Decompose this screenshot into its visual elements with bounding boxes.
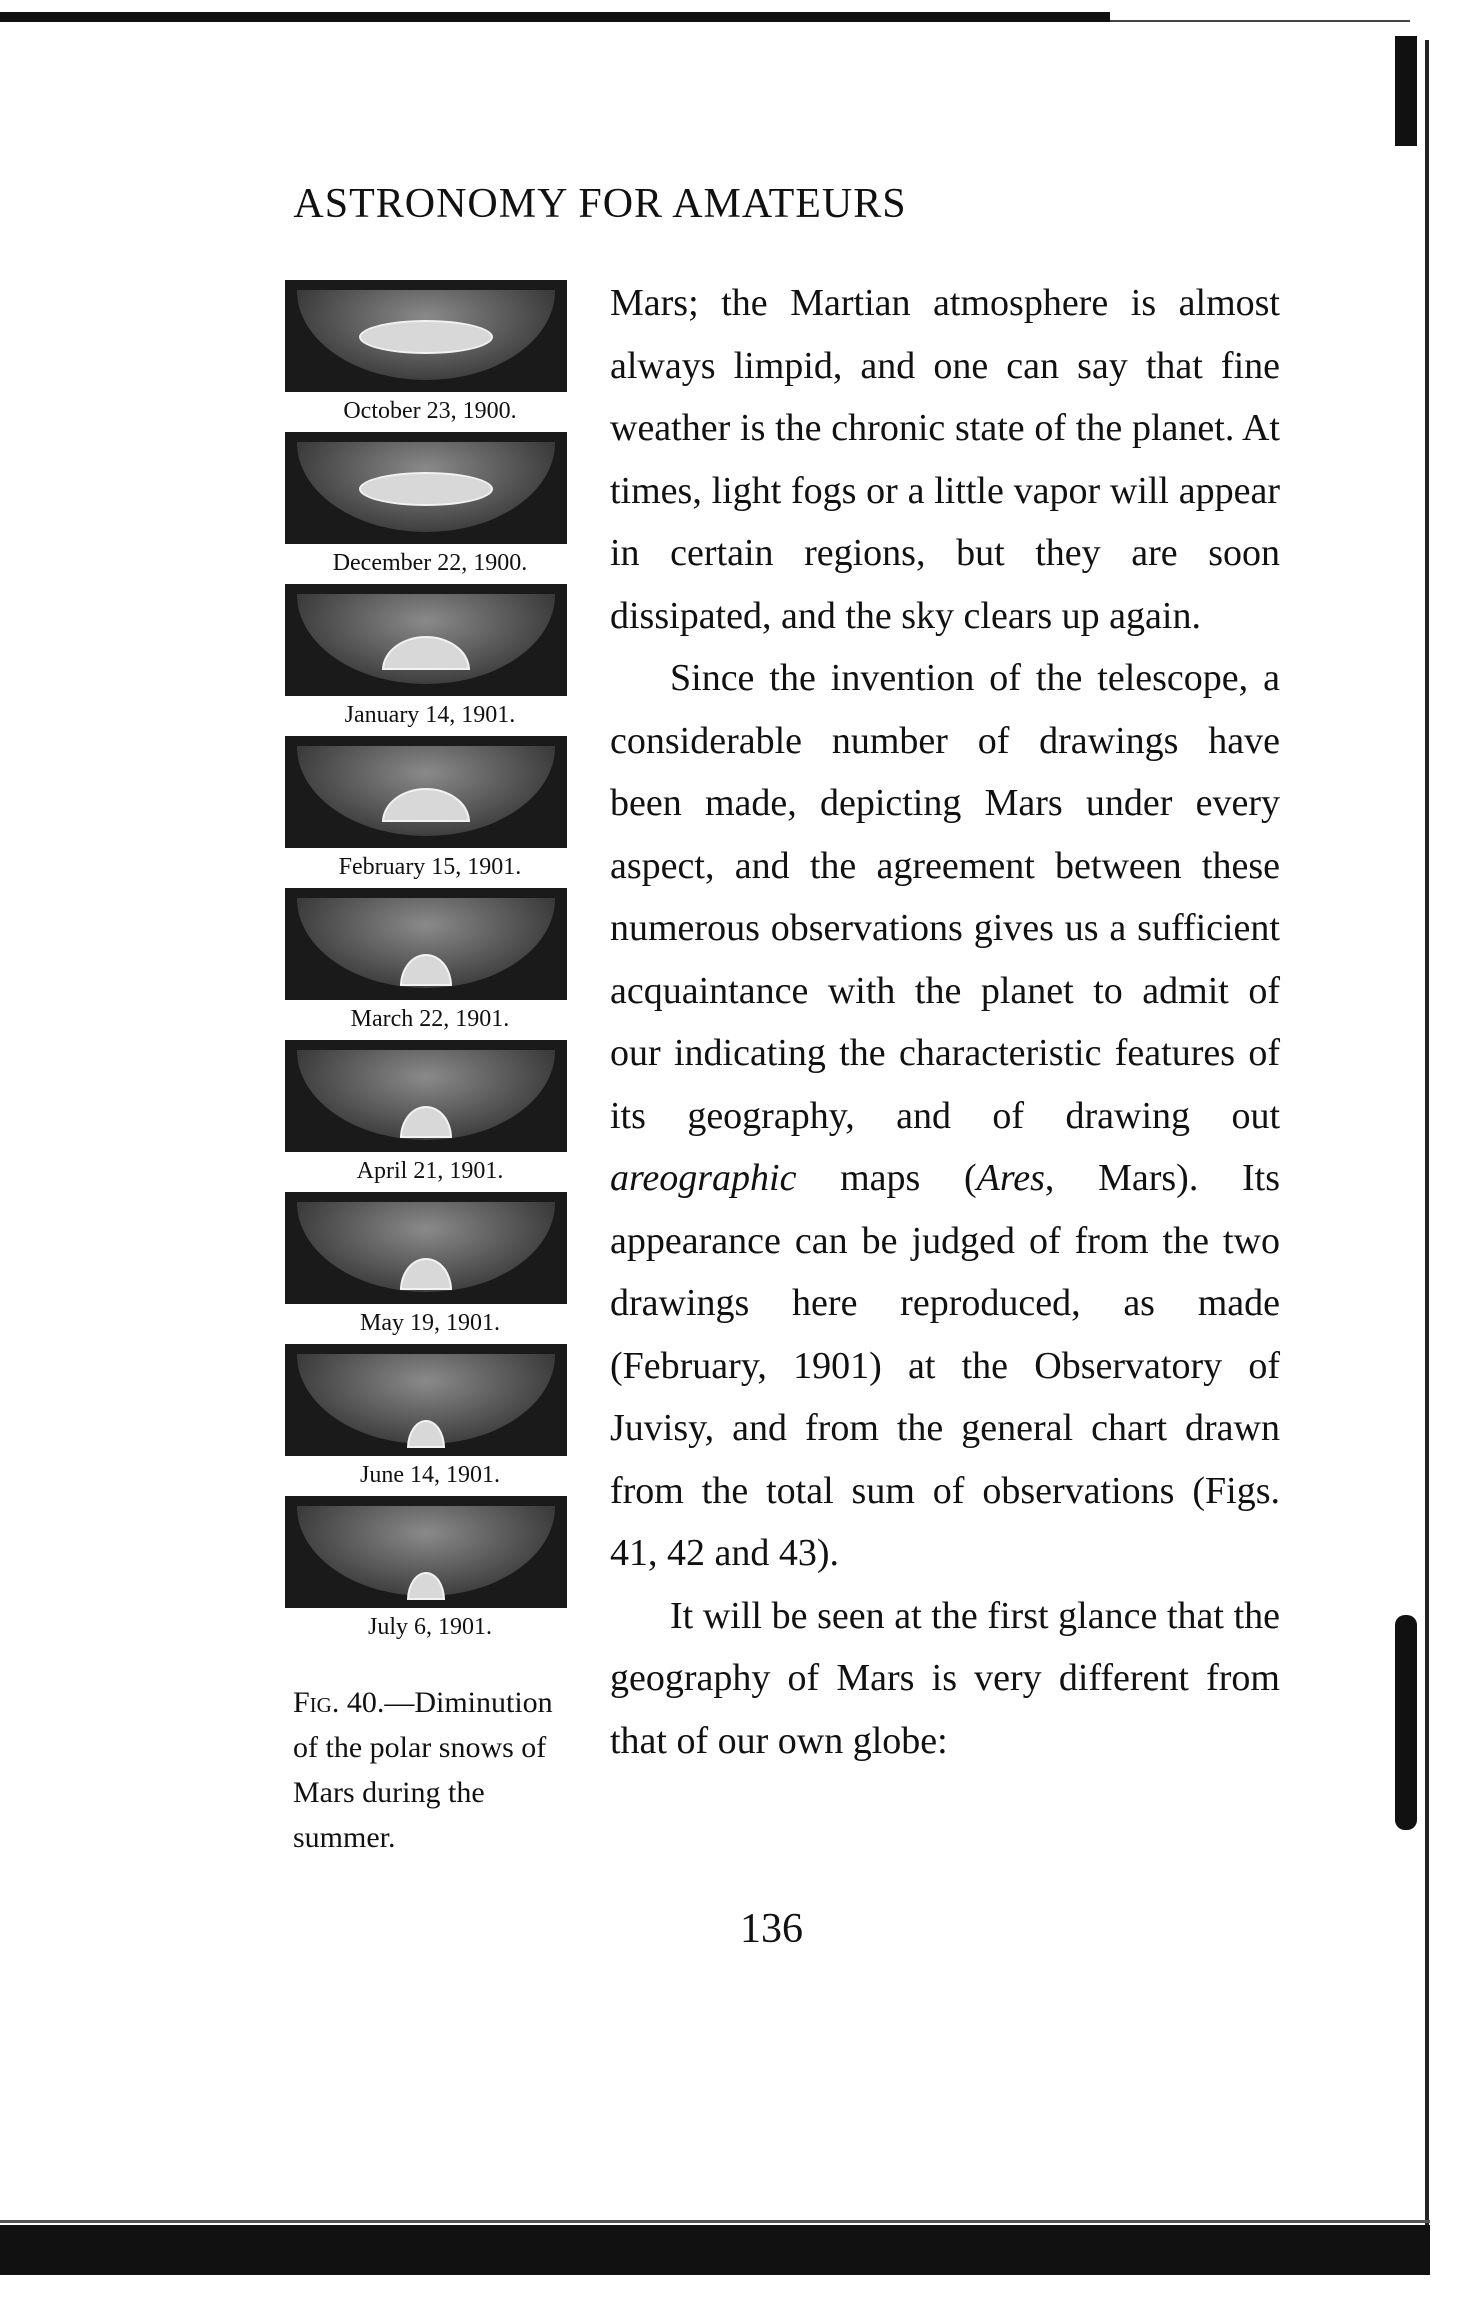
polar-cap bbox=[359, 320, 493, 354]
figure-caption-text: —Diminution of the polar snows of Mars during the summer. bbox=[293, 1686, 553, 1854]
figure-panel bbox=[285, 280, 575, 432]
scan-edge-top-thin bbox=[1110, 20, 1410, 22]
mars-drawing bbox=[285, 1040, 567, 1152]
panel-date: July 6, 1901. bbox=[367, 1614, 492, 1640]
mars-drawing bbox=[285, 888, 567, 1000]
mars-drawing bbox=[285, 280, 567, 392]
figure-panel bbox=[285, 584, 575, 736]
mars-drawing bbox=[285, 1344, 567, 1456]
scan-edge-top bbox=[0, 12, 1110, 22]
paragraph: Since the invention of the telescope, a considerable number of drawings have been made, depicting Mars under every aspect, and the agreement between these numerous observations gives us a sufficient acquaintance with the planet to admit of our indicating the characteristic features of its geography, and of drawing out areographic maps (Ares, Mars). Its appearance can be judged of from the two drawings here reproduced, as made (February, 1901) at the Observatory of Juvisy, and from the general chart drawn from the total sum of observations (Figs. 41, 42 and 43). bbox=[610, 657, 1280, 1574]
figure-panel bbox=[285, 1344, 575, 1496]
figure-caption bbox=[293, 1680, 583, 1860]
scan-edge-bottom bbox=[0, 2225, 1430, 2275]
panel-date: October 23, 1900. bbox=[343, 398, 517, 424]
page-number: 136 bbox=[740, 1906, 803, 1952]
panel-date: May 19, 1901. bbox=[360, 1310, 500, 1336]
mars-drawing bbox=[285, 1192, 567, 1304]
panel-date: January 14, 1901. bbox=[344, 702, 516, 728]
mars-drawing bbox=[285, 736, 567, 848]
figure-label: Fig. 40. bbox=[293, 1686, 385, 1719]
scan-edge-corner bbox=[1395, 36, 1417, 146]
scan-edge-right bbox=[1425, 40, 1429, 2260]
panel-date: March 22, 1901. bbox=[350, 1006, 510, 1032]
mars-drawing bbox=[285, 584, 567, 696]
mars-drawing bbox=[285, 1496, 567, 1608]
running-head: ASTRONOMY FOR AMATEURS bbox=[293, 181, 907, 227]
figure-panel bbox=[285, 1496, 575, 1648]
paragraph: Mars; the Martian atmosphere is almost always limpid, and one can say that fine weather is the chronic state of the planet. At times, light fogs or a little vapor will appear in certain regions, but they are soon dissipated, and the sky clears up again. bbox=[610, 282, 1280, 637]
figure-panel bbox=[285, 432, 575, 584]
figure-panel bbox=[285, 736, 575, 888]
figure-panel bbox=[285, 888, 575, 1040]
panel-date: February 15, 1901. bbox=[338, 854, 522, 880]
paragraph: It will be seen at the first glance that the geography of Mars is very different from that of our own globe: bbox=[610, 1594, 1280, 1762]
body-text bbox=[610, 272, 1280, 1772]
panel-date: December 22, 1900. bbox=[332, 550, 528, 576]
italic-term: areographic bbox=[610, 1157, 797, 1199]
italic-term: Ares bbox=[976, 1157, 1045, 1199]
polar-cap bbox=[359, 472, 493, 506]
figure-panel bbox=[285, 1040, 575, 1192]
panel-date: June 14, 1901. bbox=[360, 1462, 500, 1488]
scan-edge-bottom-rule bbox=[0, 2220, 1430, 2223]
figure-panel bbox=[285, 1192, 575, 1344]
scan-edge-right-mark bbox=[1395, 1615, 1417, 1830]
panel-date: April 21, 1901. bbox=[356, 1158, 504, 1184]
mars-drawing bbox=[285, 432, 567, 544]
figure-40 bbox=[285, 280, 575, 1648]
